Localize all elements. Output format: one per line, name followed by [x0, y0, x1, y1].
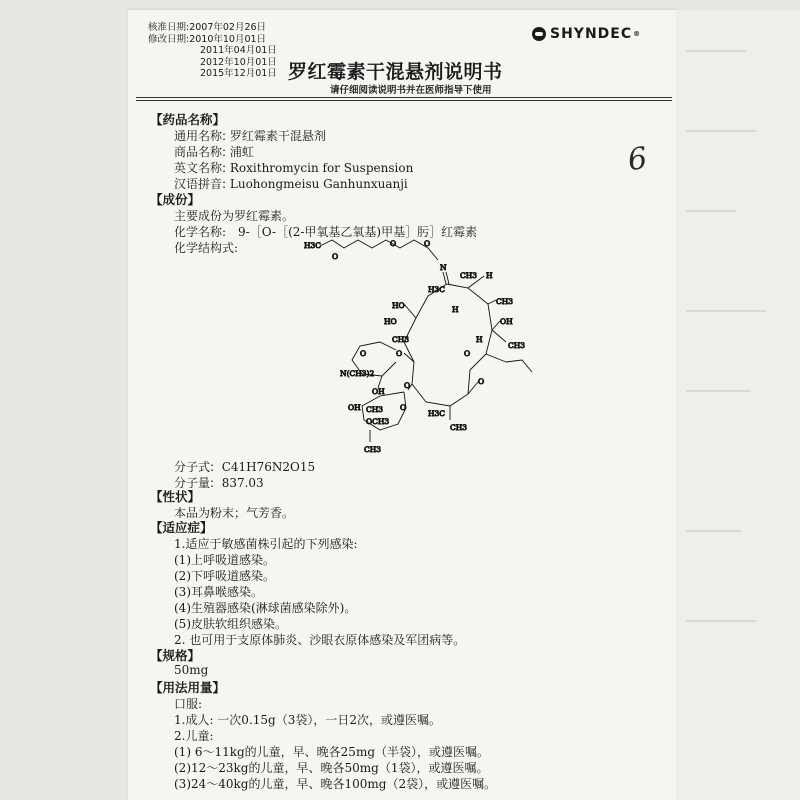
svg-text:O: O	[404, 381, 411, 390]
svg-text:CH3: CH3	[450, 423, 468, 432]
section-drug-name: 【药品名称】	[150, 112, 226, 127]
section-indications: 【适应症】	[150, 520, 213, 535]
svg-text:N: N	[440, 263, 447, 272]
usage-item: 2.儿童:	[174, 729, 214, 743]
struct-label-nme2: N(CH3)2	[340, 369, 375, 378]
chemical-name: 化学名称: 9-［O-［(2-甲氧基乙氧基)甲基］肟］红霉素	[174, 225, 478, 239]
usage-item: 口服:	[174, 697, 203, 711]
molecular-weight-row: 分子量: 837.03	[174, 476, 264, 490]
molecular-formula-row: 分子式: C41H76N2O15	[174, 460, 316, 474]
document-subtitle: 请仔细阅读说明书并在医师指导下使用	[330, 85, 492, 96]
modify-label: 修改日期:	[148, 33, 190, 45]
logo-icon	[532, 27, 546, 41]
indication-item: (1)上呼吸道感染。	[174, 553, 275, 567]
revision-dates	[148, 22, 277, 80]
svg-text:CH3: CH3	[460, 271, 478, 280]
indication-item: (4)生殖器感染(淋球菌感染除外)。	[174, 601, 357, 615]
english-name-row: 英文名称: Roxithromycin for Suspension	[174, 161, 414, 175]
company-logo	[532, 26, 641, 42]
modify-date: 2015年12月01日	[200, 68, 277, 79]
usage-item: (2)12～23kg的儿童，早、晚各50mg（1袋），或遵医嘱。	[174, 761, 489, 775]
indication-item: 1.适应于敏感菌株引起的下列感染:	[174, 537, 358, 551]
svg-text:CH3: CH3	[392, 335, 410, 344]
svg-text:H: H	[452, 305, 459, 314]
approval-date: 2007年02月26日	[189, 22, 267, 33]
svg-text:CH3: CH3	[508, 341, 526, 350]
svg-text:O: O	[390, 239, 397, 248]
section-spec: 【规格】	[150, 648, 201, 663]
svg-text:CH3: CH3	[496, 297, 514, 306]
approval-label: 核准日期:	[148, 22, 190, 33]
usage-item: (3)24～40kg的儿童，早、晚各100mg（2袋），或遵医嘱。	[174, 777, 497, 791]
section-character: 【性状】	[150, 489, 201, 504]
svg-text:O: O	[400, 403, 407, 412]
main-ingredient: 主要成份为罗红霉素。	[174, 209, 295, 223]
svg-text:CH3: CH3	[364, 445, 382, 454]
struct-label-och3: OCH3	[366, 417, 390, 426]
character-text: 本品为粉末；气芳香。	[174, 506, 295, 520]
modify-date: 2012年10月01日	[200, 56, 277, 68]
svg-text:OH: OH	[348, 403, 361, 412]
modify-date: 2011年04月01日	[200, 45, 277, 56]
indication-item: 2. 也可用于支原体肺炎、沙眼衣原体感染及军团病等。	[174, 633, 466, 647]
adjacent-page-edge	[676, 10, 800, 800]
svg-text:HO: HO	[392, 301, 405, 310]
svg-text:H3C: H3C	[428, 409, 446, 418]
svg-text:OH: OH	[372, 387, 385, 396]
svg-text:H: H	[486, 271, 493, 280]
indication-item: (3)耳鼻喉感染。	[174, 585, 263, 599]
usage-item: 1.成人: 一次0.15g（3袋），一日2次，或遵医嘱。	[174, 713, 441, 727]
svg-text:OH: OH	[500, 317, 513, 326]
indication-item: (2)下呼吸道感染。	[174, 569, 275, 583]
handwritten-mark: 6	[625, 140, 650, 179]
document-title: 罗红霉素干混悬剂说明书	[288, 61, 503, 83]
common-name-row: 通用名称: 罗红霉素干混悬剂	[174, 129, 326, 143]
svg-text:O: O	[478, 377, 485, 386]
trade-name-row: 商品名称: 浦虹	[174, 145, 254, 159]
modify-date: 2010年10月01日	[189, 33, 267, 45]
svg-text:O: O	[360, 349, 367, 358]
indication-item: (5)皮肤软组织感染。	[174, 617, 287, 631]
usage-item: (1) 6～11kg的儿童，早、晚各25mg（半袋），或遵医嘱。	[174, 745, 490, 759]
spec-text: 50mg	[174, 663, 209, 677]
svg-text:O: O	[424, 239, 431, 248]
header-divider	[136, 100, 672, 101]
header-divider	[136, 97, 672, 98]
struct-label-h3c-top: H3C	[304, 241, 322, 250]
svg-text:CH3: CH3	[366, 405, 384, 414]
svg-text:HO: HO	[384, 317, 397, 326]
section-ingredients: 【成份】	[150, 192, 201, 207]
svg-text:H: H	[476, 335, 483, 344]
chemical-structure-diagram	[300, 238, 550, 458]
svg-text:H3C: H3C	[428, 285, 446, 294]
registered-mark: ®	[633, 30, 642, 38]
svg-text:O: O	[464, 349, 471, 358]
logo-text: SHYNDEC	[550, 26, 633, 42]
svg-text:O: O	[332, 252, 339, 261]
structure-label: 化学结构式:	[174, 241, 239, 255]
svg-text:O: O	[396, 349, 403, 358]
section-usage: 【用法用量】	[150, 680, 226, 695]
pinyin-row: 汉语拼音: Luohongmeisu Ganhunxuanji	[174, 177, 408, 191]
